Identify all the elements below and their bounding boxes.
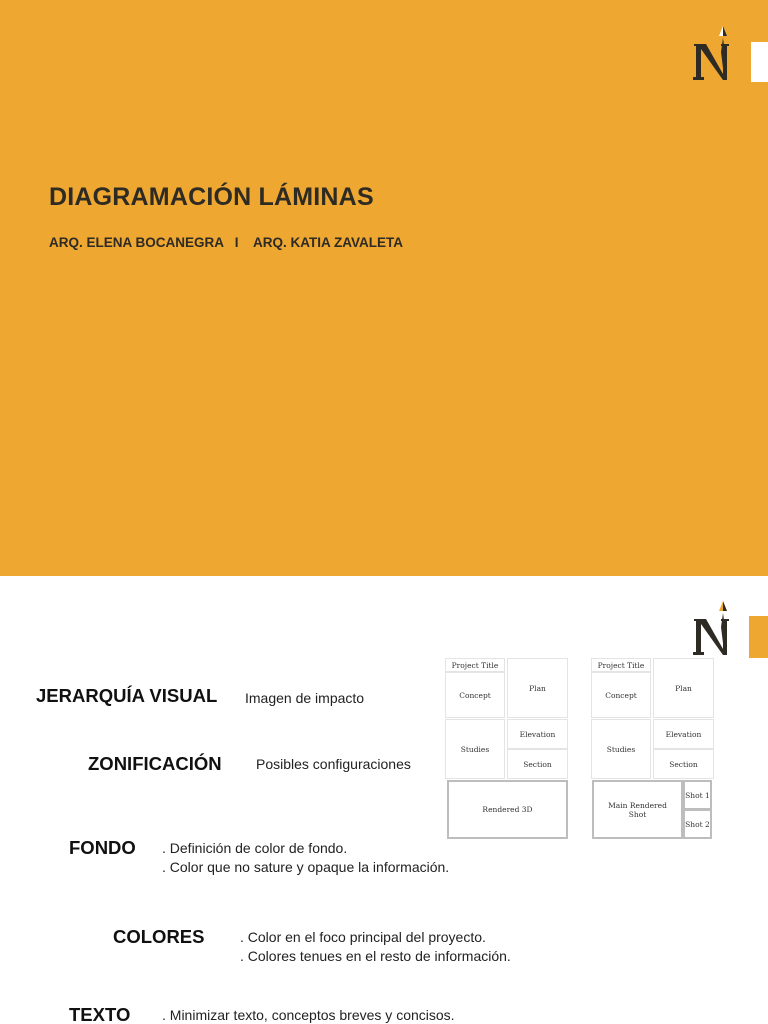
text-line: . Colores tenues en el resto de información. — [240, 947, 511, 964]
cell-plan: Plan — [507, 658, 568, 718]
text-colores — [240, 928, 511, 965]
slide-tab-marker — [749, 616, 768, 658]
cell-concept: Concept — [591, 672, 651, 718]
cell-shot-2: Shot 2 — [683, 809, 712, 839]
text-texto — [162, 1006, 455, 1024]
cell-project-title: Project Title — [591, 658, 651, 672]
cell-main-render: Rendered 3D — [447, 780, 568, 839]
cell-concept: Concept — [445, 672, 505, 718]
content-slide — [0, 576, 768, 1024]
text-line: . Color que no sature y opaque la información. — [162, 858, 450, 875]
n-compass-logo-icon — [690, 599, 732, 659]
cell-shot-1: Shot 1 — [683, 780, 712, 810]
heading-texto: TEXTO — [69, 1004, 131, 1024]
text-line: . Definición de color de fondo. — [162, 840, 348, 856]
cell-plan: Plan — [653, 658, 714, 718]
text-fondo — [162, 839, 449, 876]
cell-studies: Studies — [591, 719, 651, 779]
heading-fondo: FONDO — [69, 837, 136, 858]
cell-main-render: Main Rendered Shot — [592, 780, 683, 839]
cell-section: Section — [507, 749, 568, 779]
layout-diagram-b — [591, 658, 714, 840]
heading-colores: COLORES — [113, 926, 205, 947]
text-line: . Color en el foco principal del proyecto. — [240, 929, 486, 945]
n-compass-logo-icon — [690, 24, 732, 84]
presentation-title: DIAGRAMACIÓN LÁMINAS — [49, 183, 374, 211]
heading-jerarquia-visual: JERARQUÍA VISUAL — [36, 685, 218, 706]
text-jerarquia-visual: Imagen de impacto — [245, 690, 365, 706]
text-zonificacion: Posibles configuraciones — [256, 756, 411, 772]
cell-project-title: Project Title — [445, 658, 505, 672]
cell-studies: Studies — [445, 719, 505, 779]
cell-elevation: Elevation — [507, 719, 568, 749]
layout-diagram-a — [445, 658, 568, 840]
cell-section: Section — [653, 749, 714, 779]
cell-elevation: Elevation — [653, 719, 714, 749]
presentation-authors: ARQ. ELENA BOCANEGRA I ARQ. KATIA ZAVALETA — [49, 235, 403, 250]
slide-tab-marker — [751, 42, 768, 82]
text-line: . Minimizar texto, conceptos breves y concisos. — [162, 1007, 455, 1023]
heading-zonificacion: ZONIFICACIÓN — [88, 753, 222, 774]
